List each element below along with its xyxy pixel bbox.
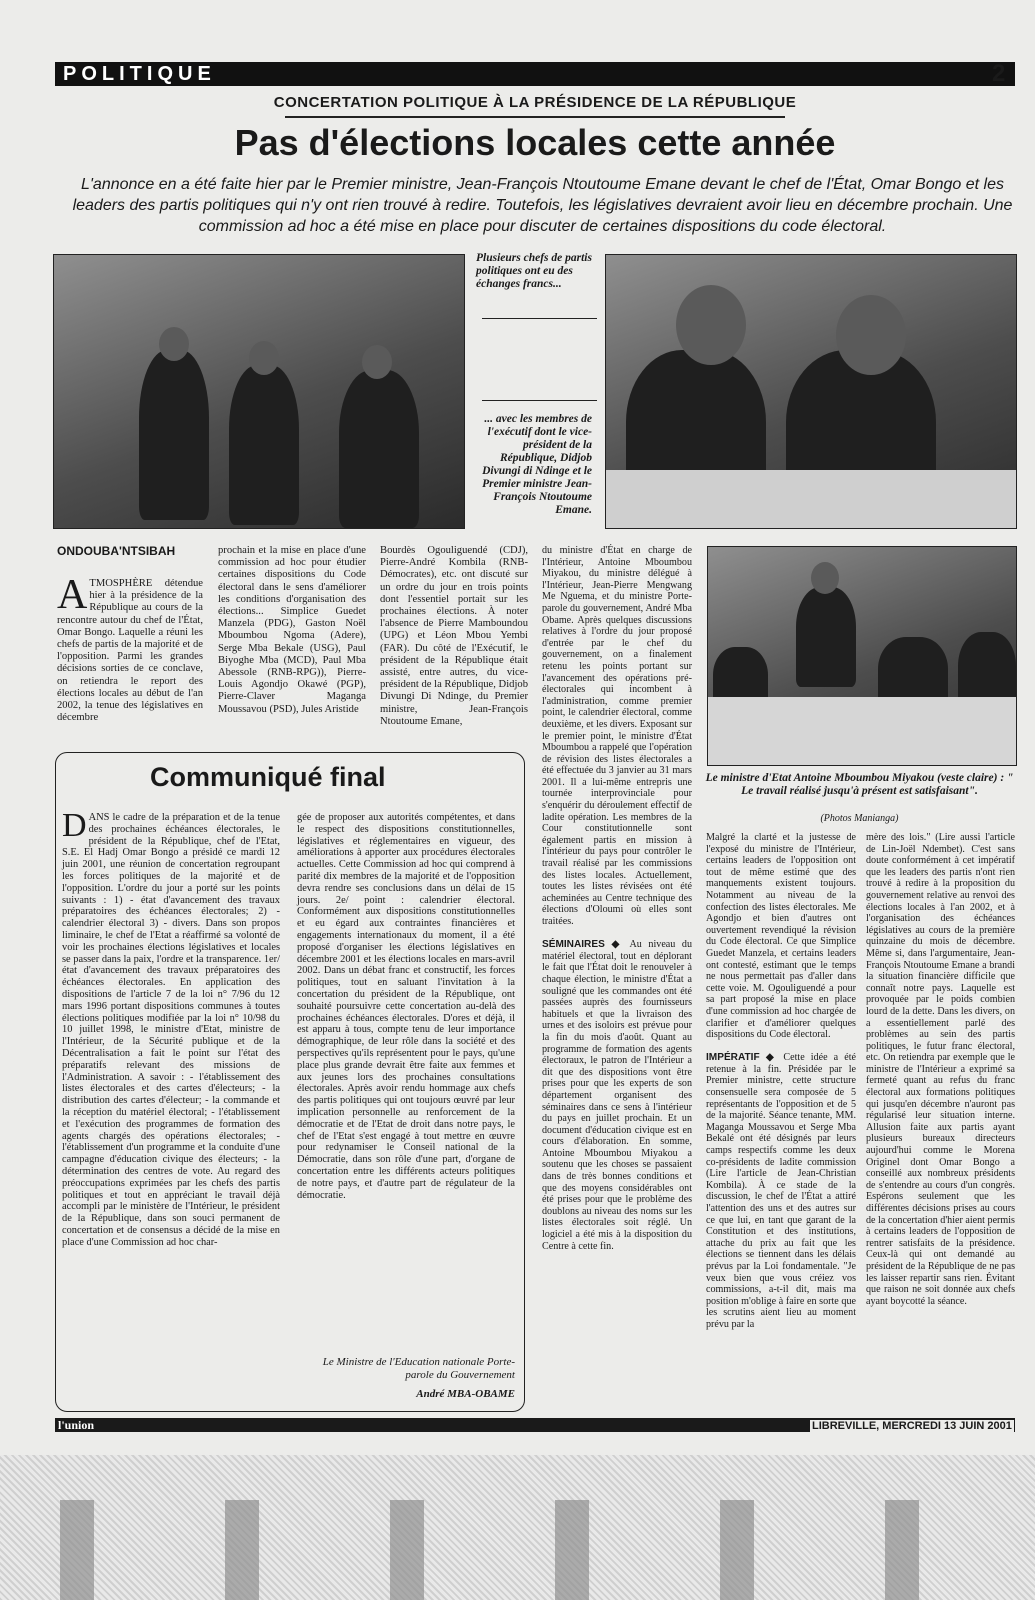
person-head [811,562,839,594]
dropcap: A [57,572,88,618]
article-kicker: CONCERTATION POLITIQUE À LA PRÉSIDENCE DE LA RÉPUBLIQUE [273,94,797,111]
person-head [249,341,279,375]
seminaires-text: Au niveau du matériel électoral, tout en déplorant le fait que l'État doit le renouveler à chaque élection, le ministre d'État a souligné que les commandes ont été passées auprès des fournisseurs habituels et que la livraison des urnes et des isoloirs est prévue pour la fin du mois d'août. Quant au programme de formation des agents électoraux, le patron de l'Intérieur a dit que des dispositions vont être prises pour que les experts de son département organisent des séminaires dans ce sens à l'intérieur du pays en juillet prochain. Et un document d'éducation civique est en cours d'élaboration. En somme, Antoine Mboumbou Miyakou a soutenu que les choses se passaient dans de très bonnes conditions et que des moyens considérables ont été prises pour que le problème des doublons au niveau des noms sur les listes électorales soit réglé. Un logiciel a été mis à la disposition du Centre à cette fin. [542,939,692,1252]
section-bar [55,62,1015,86]
article-col-6: mère des lois." (Lire aussi l'article de Lin-Joël Ndembet). C'est sans doute conformément à cet impératif que les leaders des partis n'ont rien trouvé à redire à la proposition du gouvernement relative au renvoi des élections locales à l'an 2002, et à l'organisation des échéances législatives au cours de la première quinzaine du mois de décembre. Même si, dans l'argumentaire, Jean-François Ntoutoume Emane a brandi la situation financière difficile que connaît notre pays. Laquelle est provoquée par le poids combien lourd de la dette. Dans les divers, on a essentiellement parlé des problèmes au sein des partis politiques, le futur franc électoral, etc. On retiendra par exemple que le ministre de l'Intérieur a exprimé sa fermeté quant au refus du franc électoral aux formations politiques qui jusqu'en décembre n'auront pas régularisé leur situation interne. Allusion faite aux partis ayant plusieurs bureaux directeurs aujourd'hui comme le Morena Originel dont Omar Bongo a conseillé aux nombreux présidents de s'entendre au cours d'un congrès. Espérons seulement que les différentes décisions prises au cours de la concertation d'hier aient permis à certains leaders de l'opposition de rentrer satisfaits de la présidence. Ceux-là qui ont demandé au président de la République de ne pas les laisser repartir sans rien. Évitant que raison ne soit donnée aux chefs ayant boycotté la séance. [866,832,1015,1307]
article-col-4 [542,545,692,1252]
photo-ministers [707,546,1017,766]
article-col-5 [706,832,856,1331]
scan-band [555,1500,589,1600]
person-figure [339,370,419,528]
person-figure [139,350,209,520]
photo-audience [53,254,465,529]
communique-signature-name: André MBA-OBAME [416,1388,515,1400]
person-figure [796,587,856,687]
arrow-right [482,400,597,401]
communique-col-1 [62,807,280,1248]
footer-logo: l'union [58,1418,95,1432]
communique-col-2: gée de proposer aux autorités compétentes, et dans le respect des dispositions constitutionnelles, législatives et réglementaires en vigueur, des améliorations à apporter aux procédures électorales actuelles. Cette Commission ad hoc qui comprend à parité dix membres de la majorité et de l'opposition devra rendre ses conclusions dans un délai de 15 jours. 2e/ point : calendrier électoral. Conformément aux dispositions constitutionnelles et eu égard aux contraintes financières et engagements internationaux du moment, il a été proposé d'organiser les élections législatives en décembre 2001 et les élections locales en mars-avril 2002. Dans un débat franc et constructif, les forces politiques, tout en saluant l'invitation à la concertation du président de la République, ont souhaité poursuivre cette concertation au-delà des prochaines échéances électorales. D'ores et déjà, il est apparu à tous, compte tenu de leur importance démographique, de leur rôle dans la société et des perspectives qu'ils représentent pour le pays, qu'une place plus grande devrait être faite aux femmes et aux jeunes lors des prochaines consultations électorales. Après avoir rendu hommage aux chefs des partis politiques qui ont toujours œuvré par leur implication personnelle au renforcement de la démocratie et de l'Etat de droit dans notre pays, le chef de l'Etat s'est engagé à tout mettre en œuvre pour redynamiser le Conseil national de la Démocratie, dans son rôle d'une part, d'organe de concertation entre les différents acteurs politiques de notre pays, et d'autre part de régulateur de la démocratie. [297,812,515,1201]
communique-title: Communiqué final [150,762,386,792]
person-head [676,285,746,365]
photo-credit: (Photos Manianga) [820,813,899,824]
headline: Pas d'élections locales cette année [234,122,836,163]
col-1-text: TMOSPHÈRE détendue hier à la présidence de la République au cours de la rencontre autour du chef de l'État, Omar Bongo. Laquelle a réuni les chefs de partis de la majorité et de l'opposition. Parmi les grandes décisions sorties de ce conclave, on retiendra le report des élections locales au début de l'an 2002, la tenue des législatives en décembre [57,578,203,724]
col-5-text: Malgré la clarté et la justesse de l'exposé du ministre de l'Intérieur, certains leaders de l'opposition ont tout de même estimé que des manquements existent toujours. Notamment au niveau de la confection des listes électorales. Me Agondjo et bien d'autres ont ouvertement revendiqué la révision du Code électoral. Ce que Simplice Guedet Manzela, et certains leaders ont contesté, estimant que le temps ne nous permettait pas d'aller dans cette voie. M. Ogouliguendé a pour sa part proposé la mise en place d'une commission ad hoc chargée de clarifier et d'améliorer quelques dispositions du Code électoral. [706,832,856,1041]
chapo: L'annonce en a été faite hier par le Premier ministre, Jean-François Ntoutoume Emane devant le chef de l'État, Omar Bongo et les leaders des partis politiques qui n'y ont rien trouvé à redire. Toutefois, les législatives devraient avoir lieu en décembre prochain. Une commission ad hoc a été mise en place pour discuter de certaines dispositions du code électoral. [72,176,1013,235]
section-label: POLITIQUE [63,63,216,85]
person-figure [229,365,299,525]
article-col-2: prochain et la mise en place d'une commission ad hoc pour étudier certaines dispositions du Code électoral dans le sens d'améliorer les conditions d'organisation des élections... Simplice Guedet Manzela (PDG), Gaston Noël Mboumbou Ngoma (Adere), Serge Mba Bekale (USG), Paul Biyoghe Mba (MCD), Paul Mba Abessole (RNB-RPG)), Pierre-Louis Agondjo Okawé (PGP), Pierre-Claver Maganga Moussavou (PSD), Jules Aristide [218,545,366,715]
caption-left: Plusieurs chefs de partis politiques ont eu des échanges francs... [476,252,592,290]
imperatif-text: Cette idée a été retenue à la fin. Présidée par le Premier ministre, cette structure consensuelle sera composée de 5 représentants de l'opposition et de 5 de la majorité. Séance tenante, MM. Maganga Moussavou et Serge Mba Bekalé ont été désignés par leurs camps respectifs comme les deux co-présidents de ladite commission (Lire l'article de Jean-Christian Kombila). À ce stade de la discussion, le chef de l'État a attiré l'attention des uns et des autres sur ce que lui, en tant que garant de la Constitution et des institutions, attache du prix au fait que les élections se tiennent dans les délais prévus par la Loi fondamentale. "Je veux bien que vous créiez vos commissions, a-t-il dit, mais ma position m'oblige à faire en sorte que les scrutins aient lieu au moment prévu par la [706,1052,856,1330]
byline: ONDOUBA'NTSIBAH [57,544,176,558]
table [708,697,1016,765]
photo-officials [605,254,1017,529]
person-head [836,295,906,375]
table [606,470,1016,529]
scan-band [225,1500,259,1600]
scan-noise [0,1455,1035,1600]
scan-band [390,1500,424,1600]
subhead-imperatif: IMPÉRATIF ◆ [706,1052,778,1064]
communique-signature-role: Le Ministre de l'Education nationale Porte-parole du Gouvernement [322,1356,515,1381]
photo-caption-3: Le ministre d'Etat Antoine Mboumbou Miyakou (veste claire) : " Le travail réalisé jusqu'à présent est satisfaisant". [705,772,1014,797]
footer-dateline: LIBREVILLE, MERCREDI 13 JUIN 2001 [812,1420,1012,1432]
article-col-3: Bourdès Ogouliguendé (CDJ), Pierre-André Kombila (RNB-Démocrates), etc. ont discuté sur un ordre du jour en trois points dont l'essentiel portait sur les prochaines élections. À noter l'absence de Pierre Mamboundou (UPG) et Léon Mbou Yembi (FAR). Du côté de l'Exécutif, le président de la République était assisté, entre autres, du vice-président de la République, Didjob Divungi Di Ndinge, du Premier ministre, Jean-François Ntoutoume Emane, [380,545,528,727]
communique-col-1-text: ANS le cadre de la préparation et de la tenue des prochaines échéances électorales, le président de la République, chef de l'Etat, S.E. El Hadj Omar Bongo a présidé ce mardi 12 juin 2001, une réunion de concertation regroupant les forces politiques de la majorité et de l'opposition. L'ordre du jour a porté sur les points suivants : 1) - état d'avancement des travaux préparatoires des échéances électorales; 2) - calendrier électoral 3) - divers. Dans son propos liminaire, le chef de l'Etat a réaffirmé sa volonté de voir les prochaines élections législatives et locales se passer dans la paix, l'ordre et la transparence. 1er/ état d'avancement des travaux préparatoires des échéances électorales. En application des dispositions de l'article 7 de la loi n° 7/96 du 12 mars 1996 portant dispositions communes à toutes élections politiques modifiée par la loi n° 10/98 du 10 juillet 1998, le ministre d'Etat, ministre de l'Intérieur, de la Sécurité publique et de la Décentralisation a fait le point sur l'état des préparatifs relevant des missions de l'Administration. A savoir : - l'établissement des listes électorales et des cartes d'électeurs; - la distribution des cartes d'électeur; - la commande et la réception du matériel électoral; - l'établissement et l'exécution des programmes de formation des agents chargés des opérations électorales; - l'établissement d'un programme et la conduite d'une campagne d'éducation civique des électeurs; - la détermination des centres de vote. Au regard des préoccupations exprimées par les chefs des partis politiques et tout en appréciant le travail déjà accompli par le ministère de l'Intérieur, le président de la République, dans son souci permanent de concertation et de consensus a décidé de la mise en place d'une Commission ad hoc char- [62,812,280,1248]
communique-dropcap: D [62,807,87,844]
page-number: 2 [992,60,1006,87]
arrow-left [482,318,597,319]
person-head [362,345,392,379]
kicker-rule [285,116,785,118]
article-col-1 [57,572,203,724]
caption-right: ... avec les membres de l'exécutif dont le vice-président de la République, Didjob Divungi di Ndinge et le Premier ministre Jean-François Ntoutoume Emane. [482,413,592,516]
subhead-seminaires: SÉMINAIRES ◆ [542,939,624,951]
person-head [159,327,189,361]
scan-band [885,1500,919,1600]
scan-band [60,1500,94,1600]
col-4-text: du ministre d'État en charge de l'Intérieur, Antoine Mboumbou Miyakou, du ministre délégué à l'Intérieur, Jean-Pierre Mengwang Me Nguema, et du ministre Porte-parole du gouvernement, André Mba Obame. Après quelques discussions relatives à l'ordre du jour proposé d'entrée par le chef du gouvernement, on a finalement retenu les points portant sur l'avancement des opérations pré-électorales qui incombent à l'administration, comme premier point, le calendrier électoral, comme deuxième, et les divers. Exposant sur le premier point, le ministre d'État Mboumbou a rappelé que l'opération de révision des listes électorales a été effectuée du 3 janvier au 31 mars 2001. Il a lui-même entrepris une tournée interprovinciale pour s'enquérir du déroulement effectif de ladite opération. Les membres de la Cour constitutionnelle sont également partis en mission à l'intérieur du pays pour contrôler le travail réalisé par les commissions des listes locales. Actuellement, toutes les listes révisées ont été acheminées au Centre technique des élections d'Oloumi où elles sont traitées. [542,545,692,927]
scan-band [720,1500,754,1600]
